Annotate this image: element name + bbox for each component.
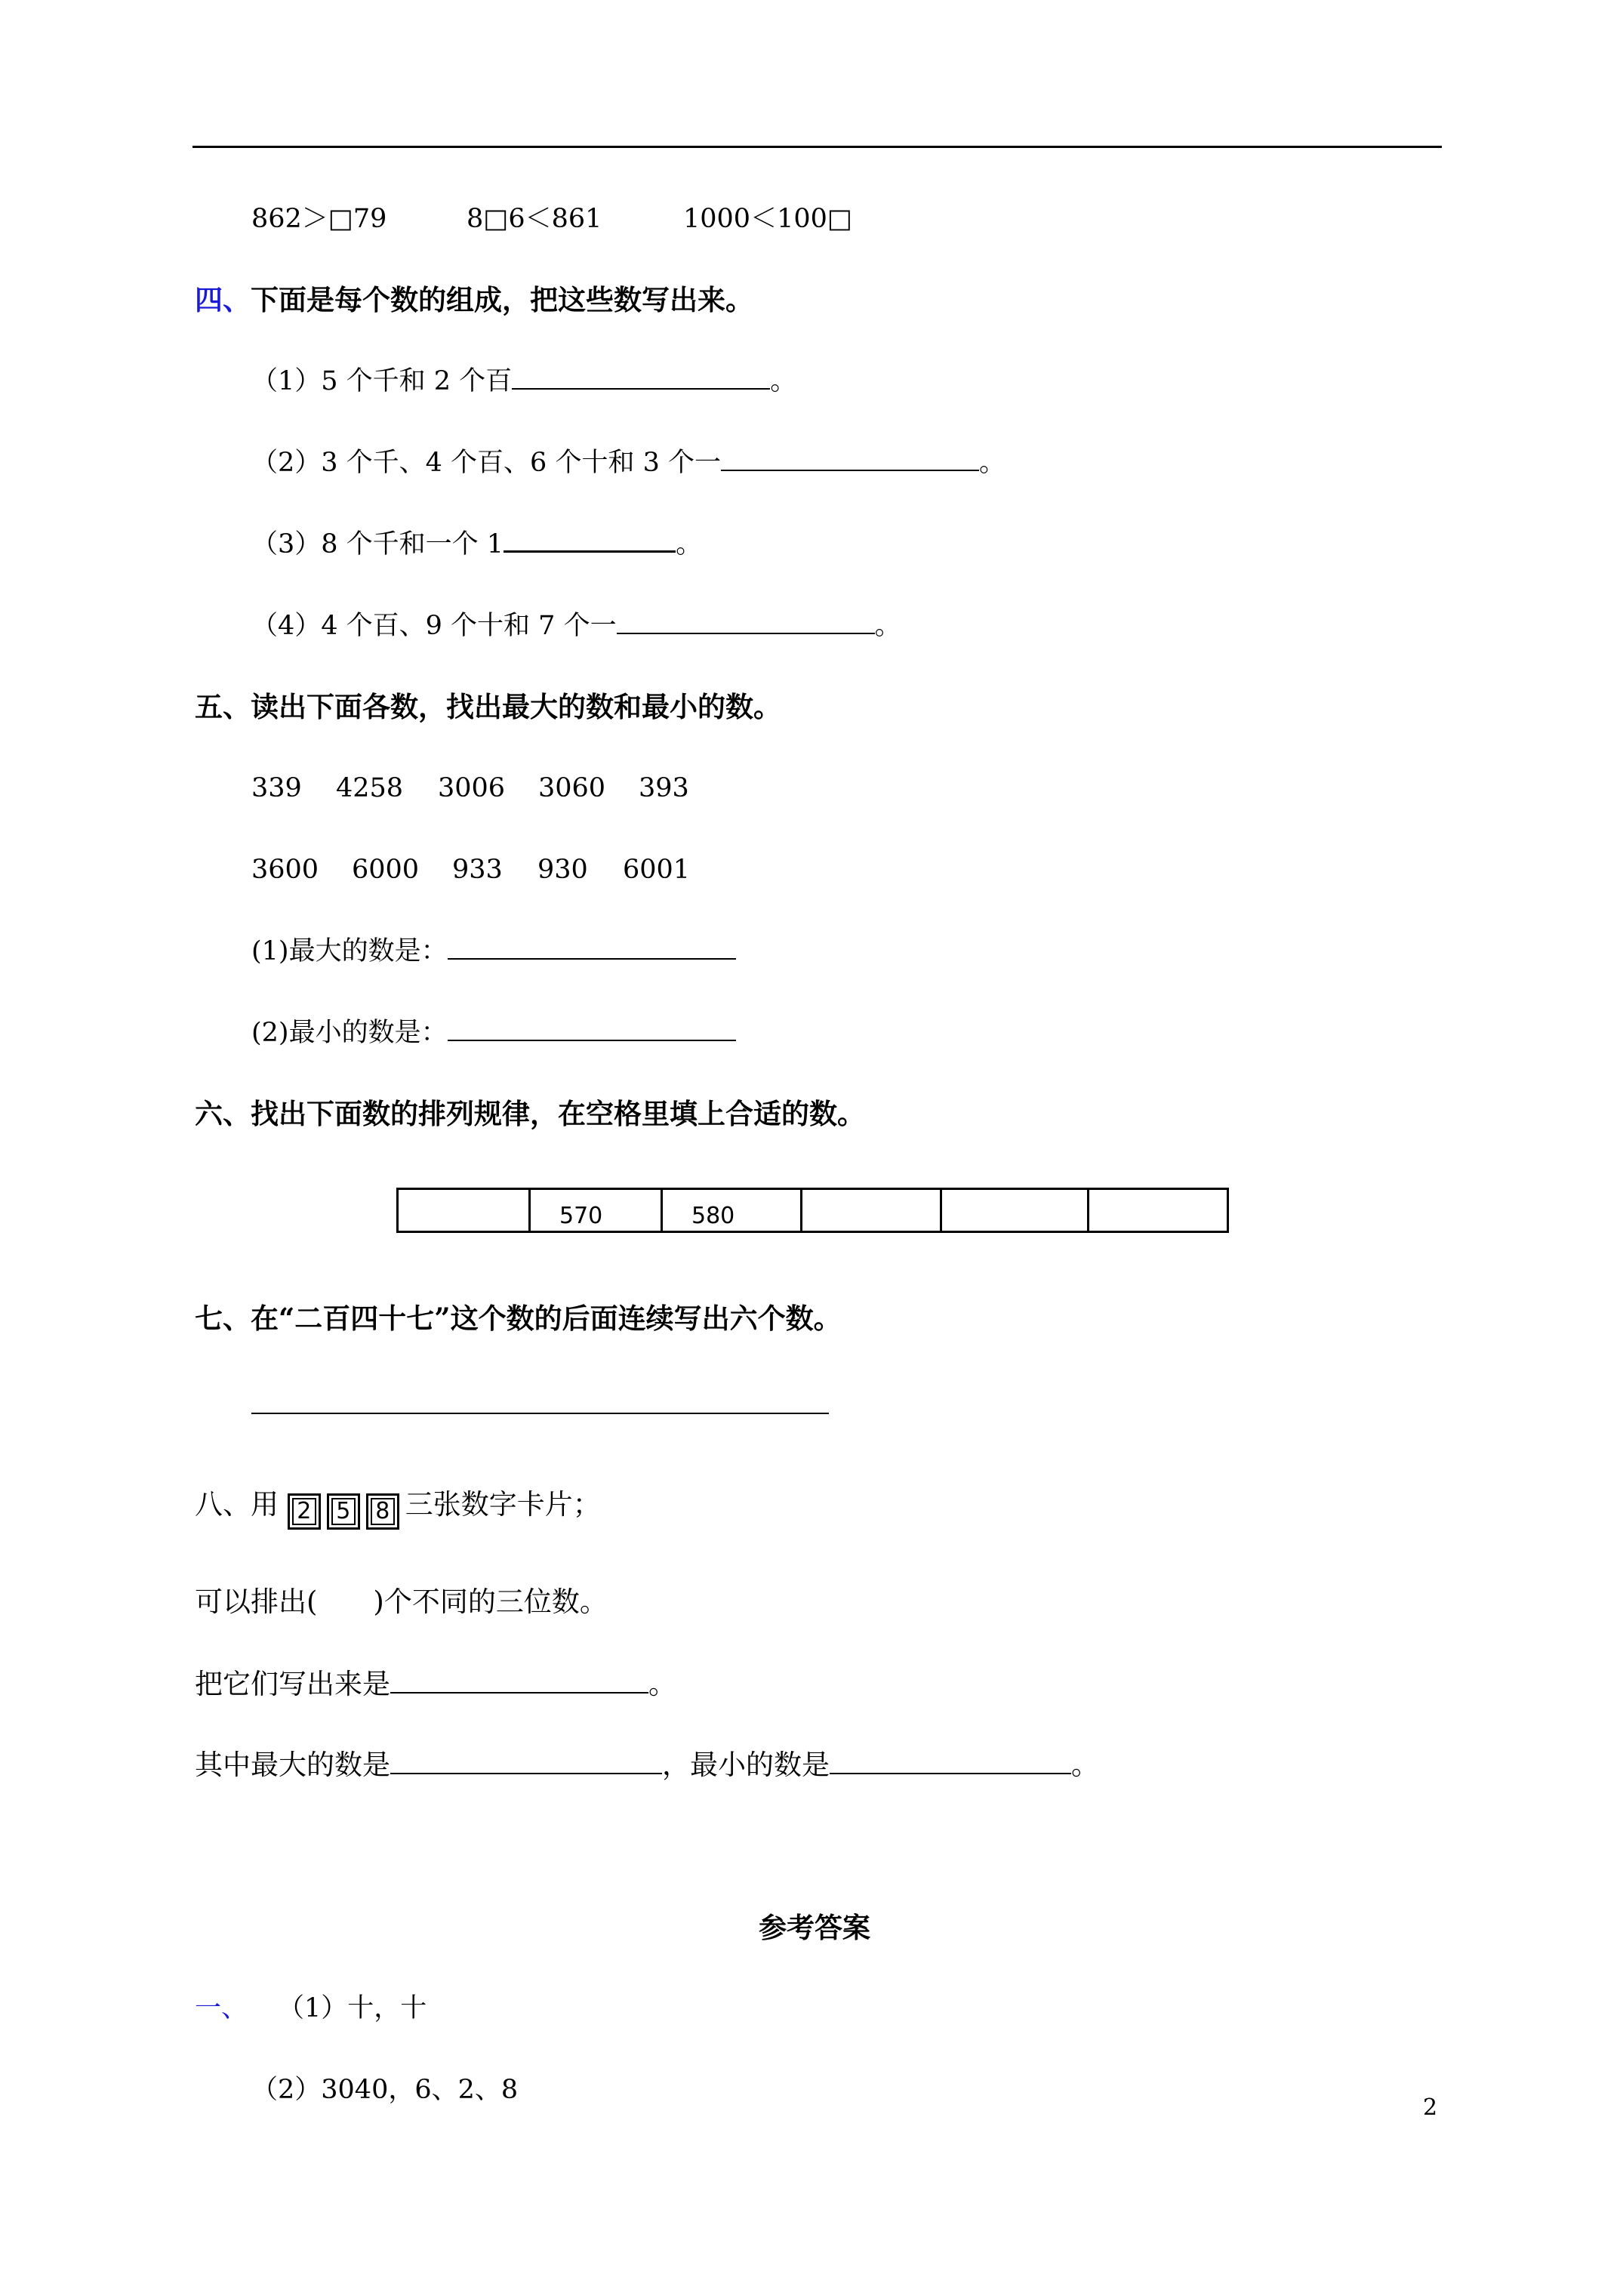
item-text: （1）5 个千和 2 个百: [251, 366, 513, 396]
digit-card-5: 5: [327, 1493, 360, 1530]
section-8-line-1: 可以排出( )个不同的三位数。: [195, 1586, 608, 1618]
digit-card-8: 8: [366, 1493, 399, 1530]
number: 933: [452, 855, 503, 885]
answer-blank[interactable]: [512, 365, 770, 390]
number: 339: [251, 773, 302, 803]
answers-title: 参考答案: [759, 1911, 870, 1944]
section-6-title: 六、找出下面数的排列规律，在空格里填上合适的数。: [195, 1097, 865, 1130]
max-blank[interactable]: [390, 1750, 662, 1774]
section-8-prefix: 八、用: [195, 1488, 279, 1521]
section-8-line-2: [195, 1668, 676, 1701]
min-label: (2)最小的数是：: [251, 1018, 448, 1048]
line-text: ，最小的数是: [662, 1749, 830, 1781]
min-number-line: [251, 1016, 736, 1049]
line-text: 把它们写出来是: [195, 1668, 390, 1700]
section-4-item-1: [251, 365, 796, 398]
section-8-line-3: [195, 1749, 1099, 1782]
number: 930: [537, 855, 588, 885]
compare-item-3: 1000＜100□: [683, 204, 852, 234]
max-number-line: [251, 935, 736, 968]
sequence-cell[interactable]: [398, 1189, 530, 1232]
sequence-table: [396, 1188, 1229, 1233]
section-4-item-2: [251, 446, 1006, 479]
answer-text: （1）十，十: [278, 1993, 427, 2023]
section-5-title: 五、读出下面各数，找出最大的数和最小的数。: [195, 690, 781, 723]
number: 3060: [538, 773, 606, 803]
period: 。: [770, 366, 797, 396]
sequence-cell: 580: [662, 1189, 802, 1232]
section-4-number: 四、: [195, 283, 251, 316]
section-7-answer-line[interactable]: [251, 1413, 829, 1414]
answer-blank[interactable]: [721, 447, 979, 471]
period: 。: [676, 529, 703, 559]
number: 3600: [251, 855, 319, 885]
answer-blank[interactable]: [390, 1669, 648, 1693]
period: 。: [1071, 1749, 1099, 1781]
period: 。: [874, 611, 901, 641]
min-blank[interactable]: [830, 1750, 1071, 1774]
number-row-2: [251, 853, 690, 886]
compare-item-2: 8□6＜861: [467, 204, 602, 234]
answer-blank[interactable]: [504, 528, 676, 553]
answer-blank[interactable]: [617, 610, 875, 634]
header-rule: [192, 146, 1442, 148]
section-4-item-4: [251, 609, 901, 643]
sequence-cell[interactable]: [1089, 1189, 1228, 1232]
max-blank[interactable]: [448, 935, 736, 960]
section-8-suffix: 三张数字卡片；: [405, 1488, 601, 1521]
section-4-title: 下面是每个数的组成，把这些数写出来。: [251, 283, 753, 316]
item-text: （2）3 个千、4 个百、6 个十和 3 个一: [251, 448, 721, 478]
number: 4258: [336, 773, 404, 803]
answer-1-line: [195, 1992, 427, 2025]
section-8-heading: [195, 1488, 601, 1530]
period: 。: [648, 1668, 676, 1700]
item-text: （4）4 个百、9 个十和 7 个一: [251, 611, 617, 641]
max-label: (1)最大的数是：: [251, 936, 448, 966]
compare-item-1: 862＞□79: [251, 204, 387, 234]
period: 。: [978, 448, 1006, 478]
min-blank[interactable]: [448, 1017, 736, 1041]
sequence-cell[interactable]: [802, 1189, 941, 1232]
sequence-cell[interactable]: [941, 1189, 1089, 1232]
answer-2-line: （2）3040，6、2、8: [251, 2075, 519, 2105]
digit-card-2: 2: [288, 1493, 321, 1530]
number: 3006: [438, 773, 506, 803]
page-number: 2: [1423, 2094, 1438, 2121]
section-4-item-3: [251, 528, 702, 561]
sequence-cell: 570: [530, 1189, 662, 1232]
number: 393: [639, 773, 689, 803]
line-text: 其中最大的数是: [195, 1749, 390, 1781]
section-7-title: 七、在“二百四十七”这个数的后面连续写出六个数。: [195, 1302, 842, 1335]
number: 6000: [352, 855, 420, 885]
section-4-heading: [195, 283, 753, 316]
number-row-1: [251, 772, 689, 805]
item-text: （3）8 个千和一个 1: [251, 529, 504, 559]
number: 6001: [623, 855, 691, 885]
answer-number: 一、: [195, 1993, 248, 2023]
